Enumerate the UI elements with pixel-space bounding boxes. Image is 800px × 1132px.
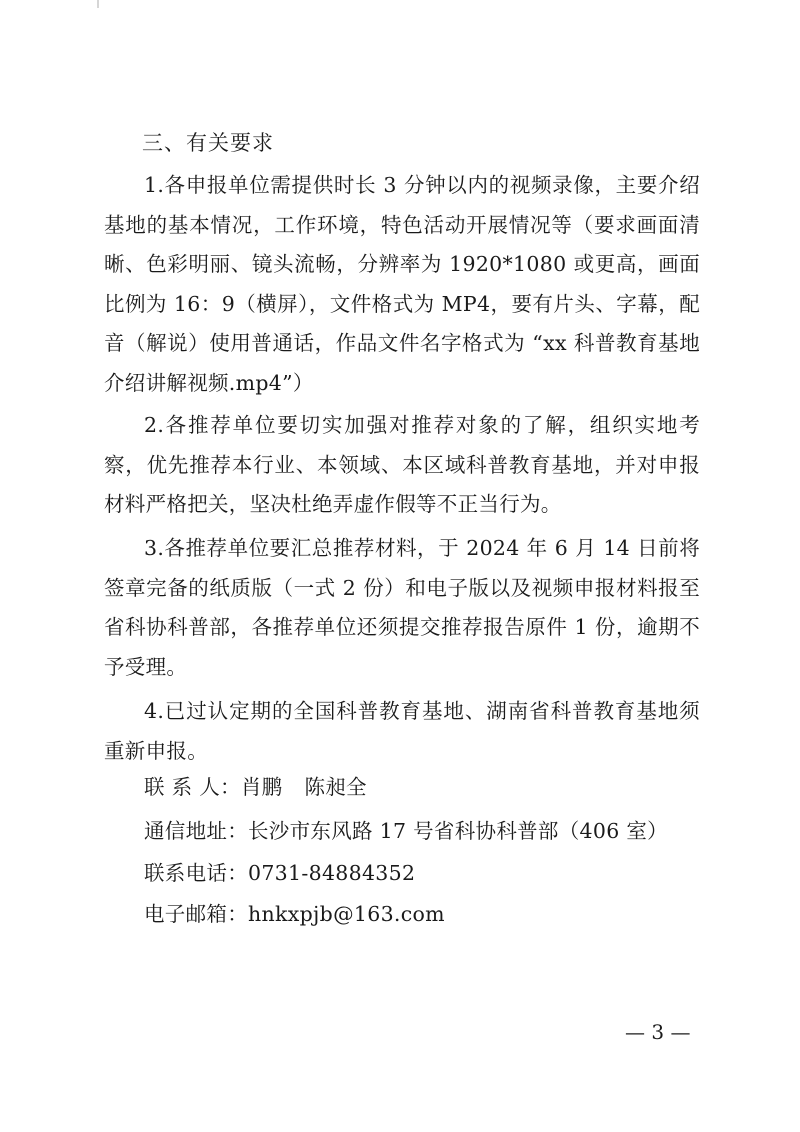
contact-phone-label: 联系电话： <box>144 861 248 885</box>
contact-person-1: 肖鹏 <box>240 775 283 799</box>
contact-email: hnkxpjb@163.com <box>248 902 445 926</box>
contact-phone-line <box>144 858 415 888</box>
section-heading: 三、有关要求 <box>142 131 274 155</box>
requirement-paragraph-3: 3.各推荐单位要汇总推荐材料，于 2024 年 6 月 14 日前将签章完备的纸质版（一式 2 份）和电子版以及视频申报材料报至省科协科普部，各推荐单位还须提交推荐报告原件 1 份，逾期不予受理。 <box>104 536 700 679</box>
requirement-paragraph-2: 2.各推荐单位要切实加强对推荐对象的了解，组织实地考察，优先推荐本行业、本领域、本区域科普教育基地，并对申报材料严格把关，坚决杜绝弄虚作假等不正当行为。 <box>104 413 700 516</box>
contact-person-line <box>144 772 367 802</box>
contact-address: 长沙市东风路 17 号省科协科普部（406 室） <box>248 819 668 843</box>
contact-address-label: 通信地址： <box>144 819 248 843</box>
contact-phone: 0731-84884352 <box>248 861 416 885</box>
contact-person-label: 联 系 人： <box>144 775 241 799</box>
contact-email-label: 电子邮箱： <box>144 902 248 926</box>
requirement-paragraph-4: 4.已过认定期的全国科普教育基地、湖南省科普教育基地须重新申报。 <box>104 699 700 763</box>
contact-email-line <box>144 899 445 929</box>
contact-person-2: 陈昶全 <box>304 775 367 799</box>
page-number: — 3 — <box>625 1020 691 1044</box>
requirement-paragraph-1: 1.各申报单位需提供时长 3 分钟以内的视频录像，主要介绍基地的基本情况，工作环境，特色活动开展情况等（要求画面清晰、色彩明丽、镜头流畅，分辨率为 1920*1080 或更高，画面比例为 16：9（横屏），文件格式为 MP4，要有片头、字幕，配音（解说）使用普通话，作品文件名字格式为 “xx 科普教育基地介绍讲解视频.mp4”） <box>104 173 700 395</box>
contact-address-line <box>144 816 668 846</box>
scan-edge-mark <box>97 0 99 8</box>
